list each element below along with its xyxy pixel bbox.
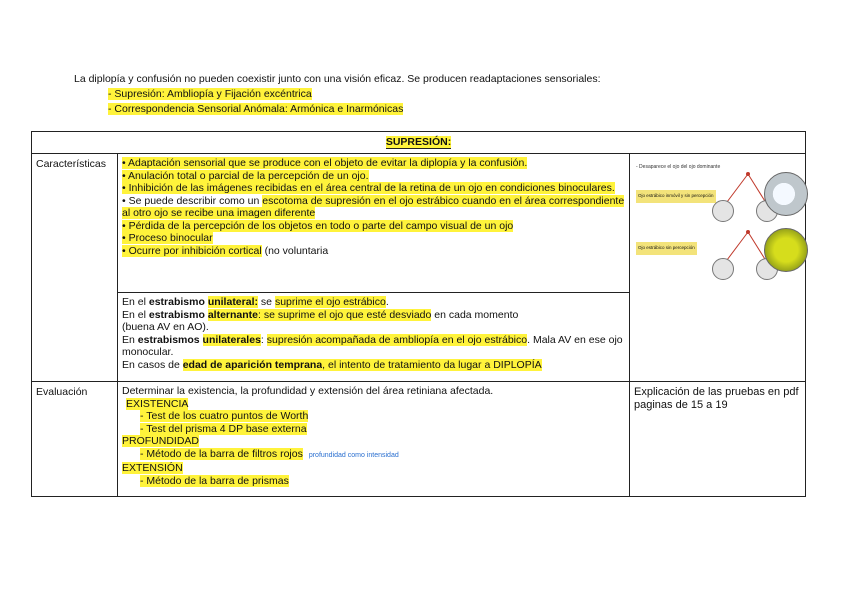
t2d: : se suprime el ojo que esté desviado bbox=[258, 308, 432, 321]
diagram-suppression-1 bbox=[634, 168, 800, 224]
row-label-caracteristicas: Características bbox=[32, 154, 118, 382]
t4c: unilaterales bbox=[202, 333, 261, 346]
bullet-4-pre: • Se puede describir como un bbox=[122, 194, 263, 207]
bullet-5: • Pérdida de la percepción de los objetos en todo o parte del campo visual de un ojo bbox=[122, 219, 514, 232]
bullet-4-hl: escotoma de supresión en el ojo estrábico cuando en el área correspondiente al otro ojo se recibe una imagen diferente bbox=[122, 194, 625, 219]
eval-existencia: EXISTENCIA bbox=[126, 397, 189, 410]
diagram-tag-1: Ojo estrábico inmóvil y sin percepción bbox=[636, 190, 716, 203]
t3: (buena AV en AO). bbox=[122, 321, 209, 333]
eval-extension: EXTENSIÓN bbox=[122, 462, 183, 474]
t1c: unilateral: bbox=[207, 296, 258, 308]
t1a: En el bbox=[122, 296, 149, 308]
eval-profundidad: PROFUNDIDAD bbox=[122, 435, 200, 447]
t2c: alternante bbox=[207, 308, 258, 321]
bullet-7-hl: • Ocurre por inhibición cortical bbox=[122, 244, 262, 257]
t4e: supresión acompañada de ambliopía en el ojo estrábico bbox=[266, 333, 528, 346]
bullet-3: • Inhibición de las imágenes recibidas en el área central de la retina de un ojo en condiciones binoculares. bbox=[122, 182, 615, 194]
t2b: estrabismo bbox=[148, 308, 208, 321]
eval-note: profundidad como intensidad bbox=[308, 451, 399, 459]
visual-field-icon-1 bbox=[764, 172, 808, 216]
strabismus-types bbox=[118, 293, 630, 382]
eval-side-note: Explicación de las pruebas en pdf paginas de 15 a 19 bbox=[630, 382, 806, 497]
t5b: edad de aparición temprana bbox=[182, 358, 323, 371]
supresion-figure-cell bbox=[630, 154, 806, 382]
t5c: , el intento de tratamiento da lugar a DIPLOPÍA bbox=[322, 358, 542, 371]
eval-intro: Determinar la existencia, la profundidad y extensión del área retiniana afectada. bbox=[122, 385, 494, 397]
table-title: SUPRESIÓN: bbox=[385, 136, 452, 149]
t2a: En el bbox=[122, 308, 149, 321]
left-eye-icon-1 bbox=[712, 200, 734, 222]
t2e: en cada momento bbox=[431, 308, 519, 321]
diagram-suppression-2 bbox=[634, 226, 800, 282]
t1b: estrabismo bbox=[148, 296, 208, 308]
figure-caption: - Desaparece el ojo del ojo dominante bbox=[636, 164, 721, 170]
left-eye-icon-2 bbox=[712, 258, 734, 280]
diagram-tag-2: Ojo estrábico sin percepción bbox=[636, 242, 697, 255]
eval-prisma: - Test del prisma 4 DP base externa bbox=[140, 422, 307, 435]
intro-item-correspondencia: - Correspondencia Sensorial Anómala: Armónica e Inarmónicas bbox=[108, 103, 404, 115]
evaluacion-content bbox=[118, 382, 630, 497]
bullet-1: • Adaptación sensorial que se produce con el objeto de evitar la diplopía y la confusión. bbox=[122, 157, 528, 169]
visual-field-icon-2 bbox=[764, 228, 808, 272]
eval-worth: - Test de los cuatro puntos de Worth bbox=[140, 410, 309, 422]
t4a: En bbox=[122, 333, 138, 346]
t1d: se bbox=[258, 296, 275, 308]
supresion-table bbox=[31, 131, 806, 497]
t4b: estrabismos bbox=[137, 333, 203, 346]
intro-block bbox=[74, 72, 601, 117]
eval-filtros: - Método de la barra de filtros rojos bbox=[140, 447, 303, 460]
row-label-evaluacion: Evaluación bbox=[32, 382, 118, 497]
t1f: . bbox=[385, 296, 389, 308]
eval-barra-prismas: - Método de la barra de prismas bbox=[140, 474, 289, 487]
t4d: : bbox=[260, 333, 267, 346]
intro-line: La diplopía y confusión no pueden coexistir junto con una visión eficaz. Se producen readaptaciones sensoriales: bbox=[74, 73, 601, 85]
caracteristicas-bullets bbox=[118, 154, 630, 293]
bullet-2: • Anulación total o parcial de la percepción de un ojo. bbox=[122, 169, 369, 182]
t5a: En casos de bbox=[122, 358, 183, 371]
intro-item-supresion: - Supresión: Ambliopía y Fijación excéntrica bbox=[108, 88, 312, 100]
t4f: . Mala AV en ese ojo monocular. bbox=[122, 333, 623, 358]
bullet-6: • Proceso binocular bbox=[122, 232, 213, 244]
table-title-cell bbox=[32, 132, 806, 154]
t1e: suprime el ojo estrábico bbox=[274, 296, 386, 308]
bullet-7-post: (no voluntaria bbox=[261, 244, 329, 257]
